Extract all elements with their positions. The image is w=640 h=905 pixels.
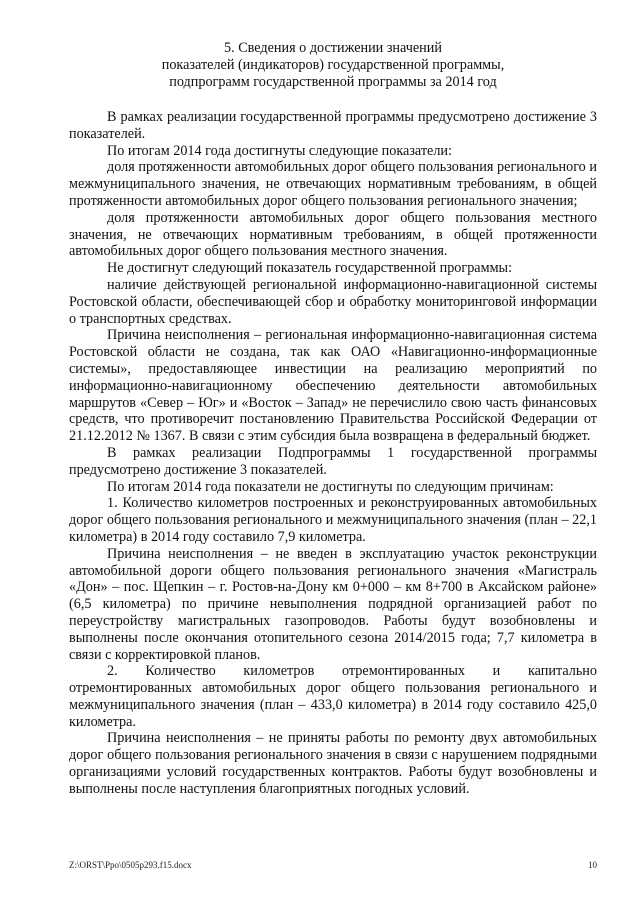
paragraph-8: В рамках реализации Подпрограммы 1 государственной программы предусмотрено достижение 3 показателей. (69, 444, 597, 478)
title-line-3: подпрограмм государственной программы за 2014 год (169, 74, 497, 90)
page-footer (69, 860, 597, 870)
page-number: 10 (588, 860, 597, 870)
paragraph-6: наличие действующей региональной информационно-навигационной системы Ростовской области, обеспечивающей сбор и обработку мониторинговой информации о транспортных средствах. (69, 276, 597, 327)
file-path: Z:\ORST\Ppo\0505p293.f15.docx (69, 860, 192, 870)
paragraph-11: Причина неисполнения – не введен в эксплуатацию участок реконструкции автомобильной дороги общего пользования регионального значения «Магистраль «Дон» – пос. Щепкин – г. Ростов-на-Дону км 0+000 – км 8+700 в Аксайском районе» (6,5 километра) по причине невыполнения подрядной организацией работ по переустройству магистральных газопроводов. Работы будут возобновлены и выполнены после окончания отопительного сезона 2014/2015 года; 7,7 километра в связи с корректировкой планов. (69, 545, 597, 663)
paragraph-5: Не достигнут следующий показатель государственной программы: (107, 260, 513, 277)
title-line-1: 5. Сведения о достижении значений (224, 40, 442, 56)
paragraph-13: Причина неисполнения – не приняты работы по ремонту двух автомобильных дорог общего пользования регионального значения в связи с нарушением подрядными организациями условий государственных контрактов. Работы будут возобновлены и выполнены после наступления благоприятных погодных условий. (69, 730, 597, 797)
section-title (69, 40, 597, 91)
paragraph-4: доля протяженности автомобильных дорог общего пользования местного значения, не отвечающих нормативным требованиям, в общей протяженности автомобильных дорог общего пользования местного значения. (69, 209, 597, 260)
paragraph-7: Причина неисполнения – региональная информационно-навигационная система Ростовской области не создана, так как ОАО «Навигационно-информационные системы», предоставляющее инвестиции на реализацию мероприятий по информационно-навигационному обеспечению деятельности автомобильных маршрутов «Север – Юг» и «Восток – Запад» не перечислило свою часть финансовых средств, что противоречит постановлению Правительства Российской Федерации от 21.12.2012 № 1367. В связи с этим субсидия была возвращена в федеральный бюджет. (69, 327, 597, 445)
paragraph-9: По итогам 2014 года показатели не достигнуты по следующим причинам: (107, 478, 554, 495)
paragraph-10: 1. Количество километров построенных и реконструированных автомобильных дорог общего пользования регионального и межмуниципального значения (план – 22,1 километра) в 2014 году составило 7,9 километра. (69, 495, 597, 545)
paragraph-12: 2. Количество километров отремонтированных и капитально отремонтированных автомобильных дорог общего пользования регионального и межмуниципального значения (план – 433,0 километра) в 2014 году составило 425,0 километра. (69, 663, 597, 730)
paragraph-1: В рамках реализации государственной программы предусмотрено достижение 3 показателей. (69, 109, 597, 142)
paragraph-3: доля протяженности автомобильных дорог общего пользования регионального и межмуниципального значения, не отвечающих нормативным требованиям, в общей протяженности автомобильных дорог общего пользования регионального значения; (69, 159, 597, 209)
paragraph-2: По итогам 2014 года достигнуты следующие показатели: (107, 142, 452, 159)
document-page (69, 40, 597, 798)
document-body (69, 109, 597, 798)
title-line-2: показателей (индикаторов) государственной программы, (161, 57, 505, 73)
